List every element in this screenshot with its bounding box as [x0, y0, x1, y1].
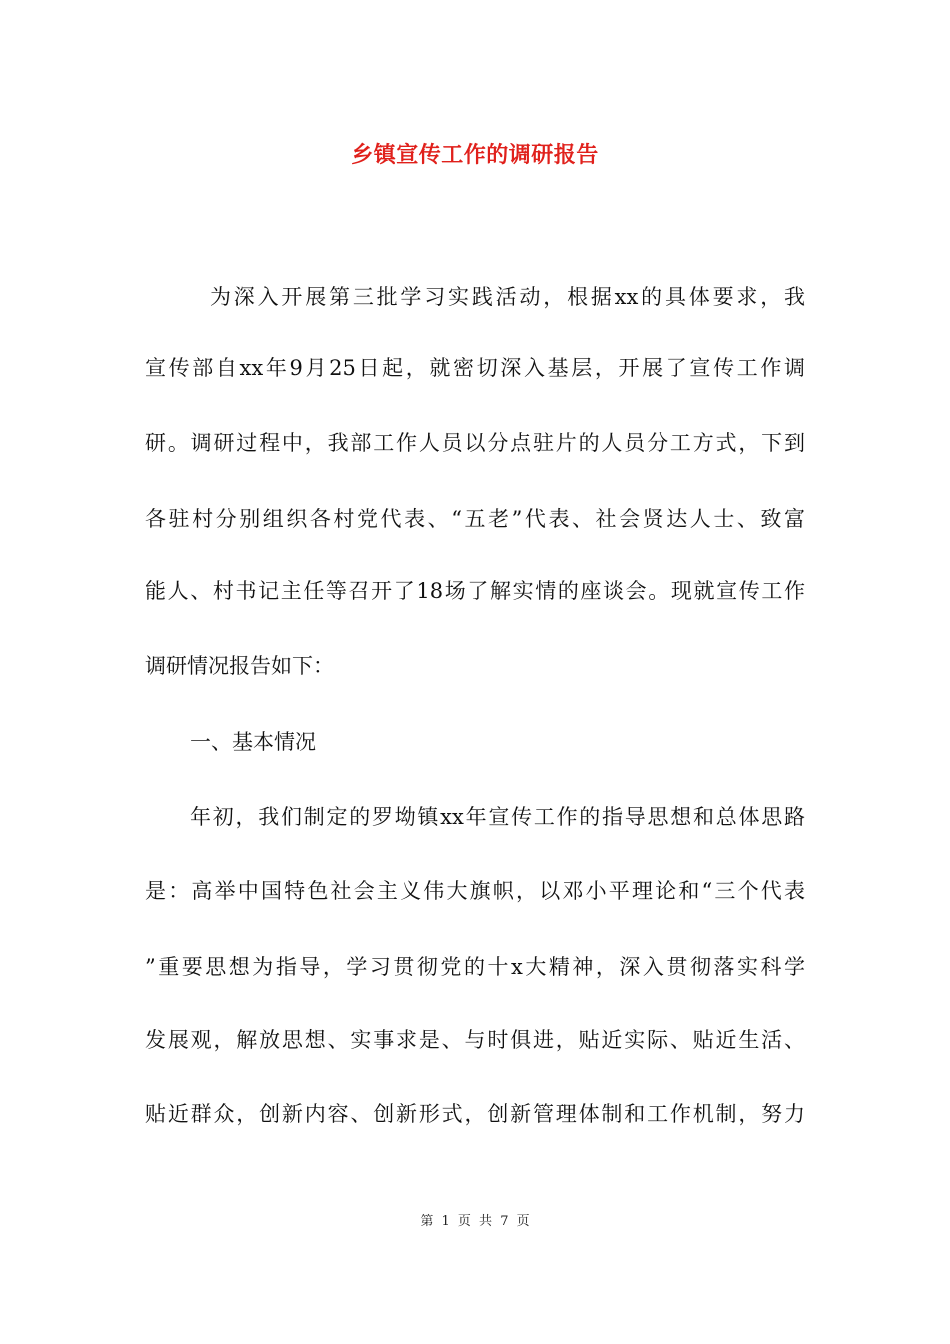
paragraph-line: 年初，我们制定的罗坳镇xx年宣传工作的指导思想和总体思路	[190, 805, 805, 829]
paragraph-line: 发展观，解放思想、实事求是、与时俱进，贴近实际、贴近生活、	[145, 1028, 805, 1052]
page-number-footer: 第 1 页 共 7 页	[420, 1214, 530, 1229]
section-heading: 一、基本情况	[190, 730, 316, 754]
paragraph-line: ”重要思想为指导，学习贯彻党的十x大精神，深入贯彻落实科学	[145, 955, 805, 979]
paragraph-line: 调研情况报告如下：	[145, 654, 334, 678]
paragraph-line: 宣传部自xx年9月25日起，就密切深入基层，开展了宣传工作调	[145, 356, 805, 380]
paragraph-line: 是：高举中国特色社会主义伟大旗帜，以邓小平理论和“三个代表	[145, 879, 805, 903]
paragraph-line: 能人、村书记主任等召开了18场了解实情的座谈会。现就宣传工作	[145, 579, 805, 603]
paragraph-line: 研。调研过程中，我部工作人员以分点驻片的人员分工方式，下到	[145, 431, 805, 455]
paragraph-line: 贴近群众，创新内容、创新形式，创新管理体制和工作机制，努力	[145, 1102, 805, 1126]
document-title: 乡镇宣传工作的调研报告	[351, 143, 599, 168]
paragraph-line: 各驻村分别组织各村党代表、“五老”代表、社会贤达人士、致富	[145, 507, 805, 531]
paragraph-line: 为深入开展第三批学习实践活动，根据xx的具体要求，我	[210, 285, 805, 309]
